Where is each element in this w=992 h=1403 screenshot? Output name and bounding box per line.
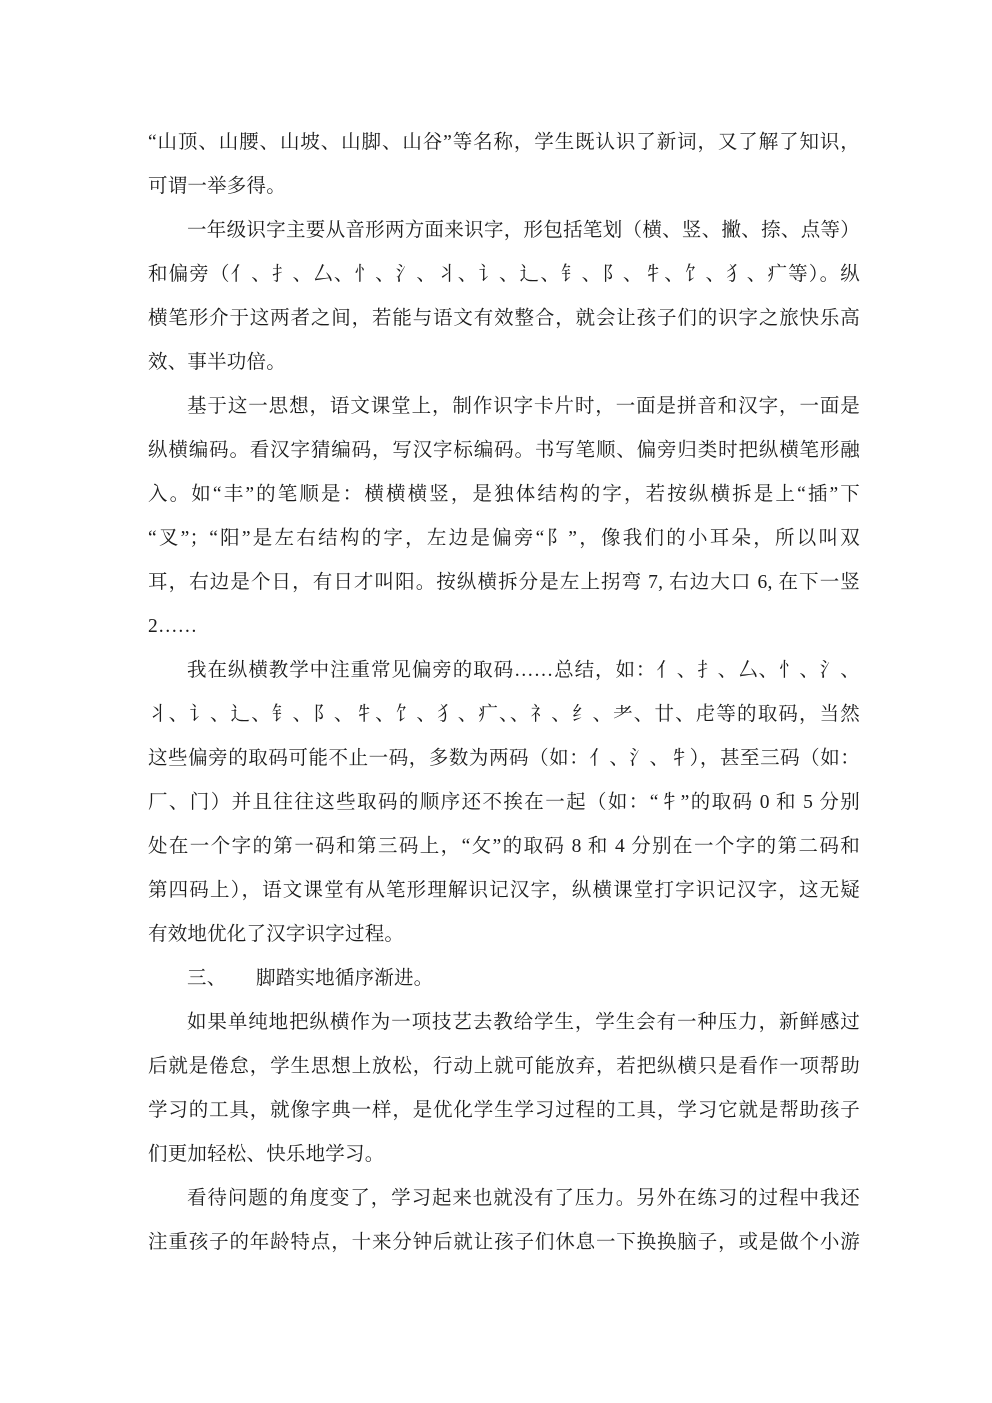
text-line: 和偏旁（亻、扌、厶、忄、氵、丬、讠、辶、钅、阝、牜、饣、犭、疒等）。纵 (148, 264, 860, 285)
text-line: 基于这一思想，语文课堂上，制作识字卡片时，一面是拼音和汉字，一面是 (187, 396, 860, 417)
text-line: 一年级识字主要从音形两方面来识字，形包括笔划（横、竖、撇、捺、点等） (187, 220, 860, 241)
text-line: 纵横编码。看汉字猜编码，写汉字标编码。书写笔顺、偏旁归类时把纵横笔形融 (148, 440, 860, 461)
text-line: 入。如“丰”的笔顺是：横横横竖，是独体结构的字，若按纵横拆是上“插”下 (148, 484, 860, 505)
document-text-body (148, 121, 860, 1265)
text-line: 后就是倦怠，学生思想上放松，行动上就可能放弃，若把纵横只是看作一项帮助 (148, 1056, 860, 1077)
text-line: 有效地优化了汉字识字过程。 (148, 924, 405, 945)
text-line: 耳，右边是个日，有日才叫阳。按纵横拆分是左上拐弯 7, 右边大口 6, 在下一竖 (148, 572, 860, 593)
text-line: 效、事半功倍。 (148, 352, 286, 373)
text-line: 2…… (148, 616, 198, 637)
text-line: 这些偏旁的取码可能不止一码，多数为两码（如：亻、氵、牜），甚至三码（如： (148, 748, 860, 769)
section-heading: 三、 脚踏实地循序渐进。 (187, 968, 434, 989)
text-line: 我在纵横教学中注重常见偏旁的取码……总结，如：亻、扌、厶、忄、氵、 (187, 660, 860, 681)
text-line: 丬、讠、辶、钅、阝、牜、饣、犭、疒、、礻、纟、耂、廿、虍等的取码，当然 (148, 704, 860, 725)
text-line: “叉”；“阳”是左右结构的字，左边是偏旁“阝”，像我们的小耳朵，所以叫双 (148, 528, 860, 549)
text-line: 注重孩子的年龄特点，十来分钟后就让孩子们休息一下换换脑子，或是做个小游 (148, 1232, 860, 1253)
text-line: 处在一个字的第一码和第三码上，“攵”的取码 8 和 4 分别在一个字的第二码和 (148, 836, 860, 857)
text-line: 厂、门）并且往往这些取码的顺序还不挨在一起（如：“牜”的取码 0 和 5 分别 (148, 792, 860, 813)
text-line: 横笔形介于这两者之间，若能与语文有效整合，就会让孩子们的识字之旅快乐高 (148, 308, 860, 329)
text-line: 第四码上），语文课堂有从笔形理解识记汉字，纵横课堂打字识记汉字，这无疑 (148, 880, 860, 901)
text-line: 学习的工具，就像字典一样，是优化学生学习过程的工具，学习它就是帮助孩子 (148, 1100, 860, 1121)
text-line: 看待问题的角度变了，学习起来也就没有了压力。另外在练习的过程中我还 (187, 1188, 860, 1209)
text-line: 可谓一举多得。 (148, 176, 286, 197)
text-line: 如果单纯地把纵横作为一项技艺去教给学生，学生会有一种压力，新鲜感过 (187, 1012, 860, 1033)
text-line: 们更加轻松、快乐地学习。 (148, 1144, 385, 1165)
text-line: “山顶、山腰、山坡、山脚、山谷”等名称，学生既认识了新词，又了解了知识， (148, 132, 860, 153)
